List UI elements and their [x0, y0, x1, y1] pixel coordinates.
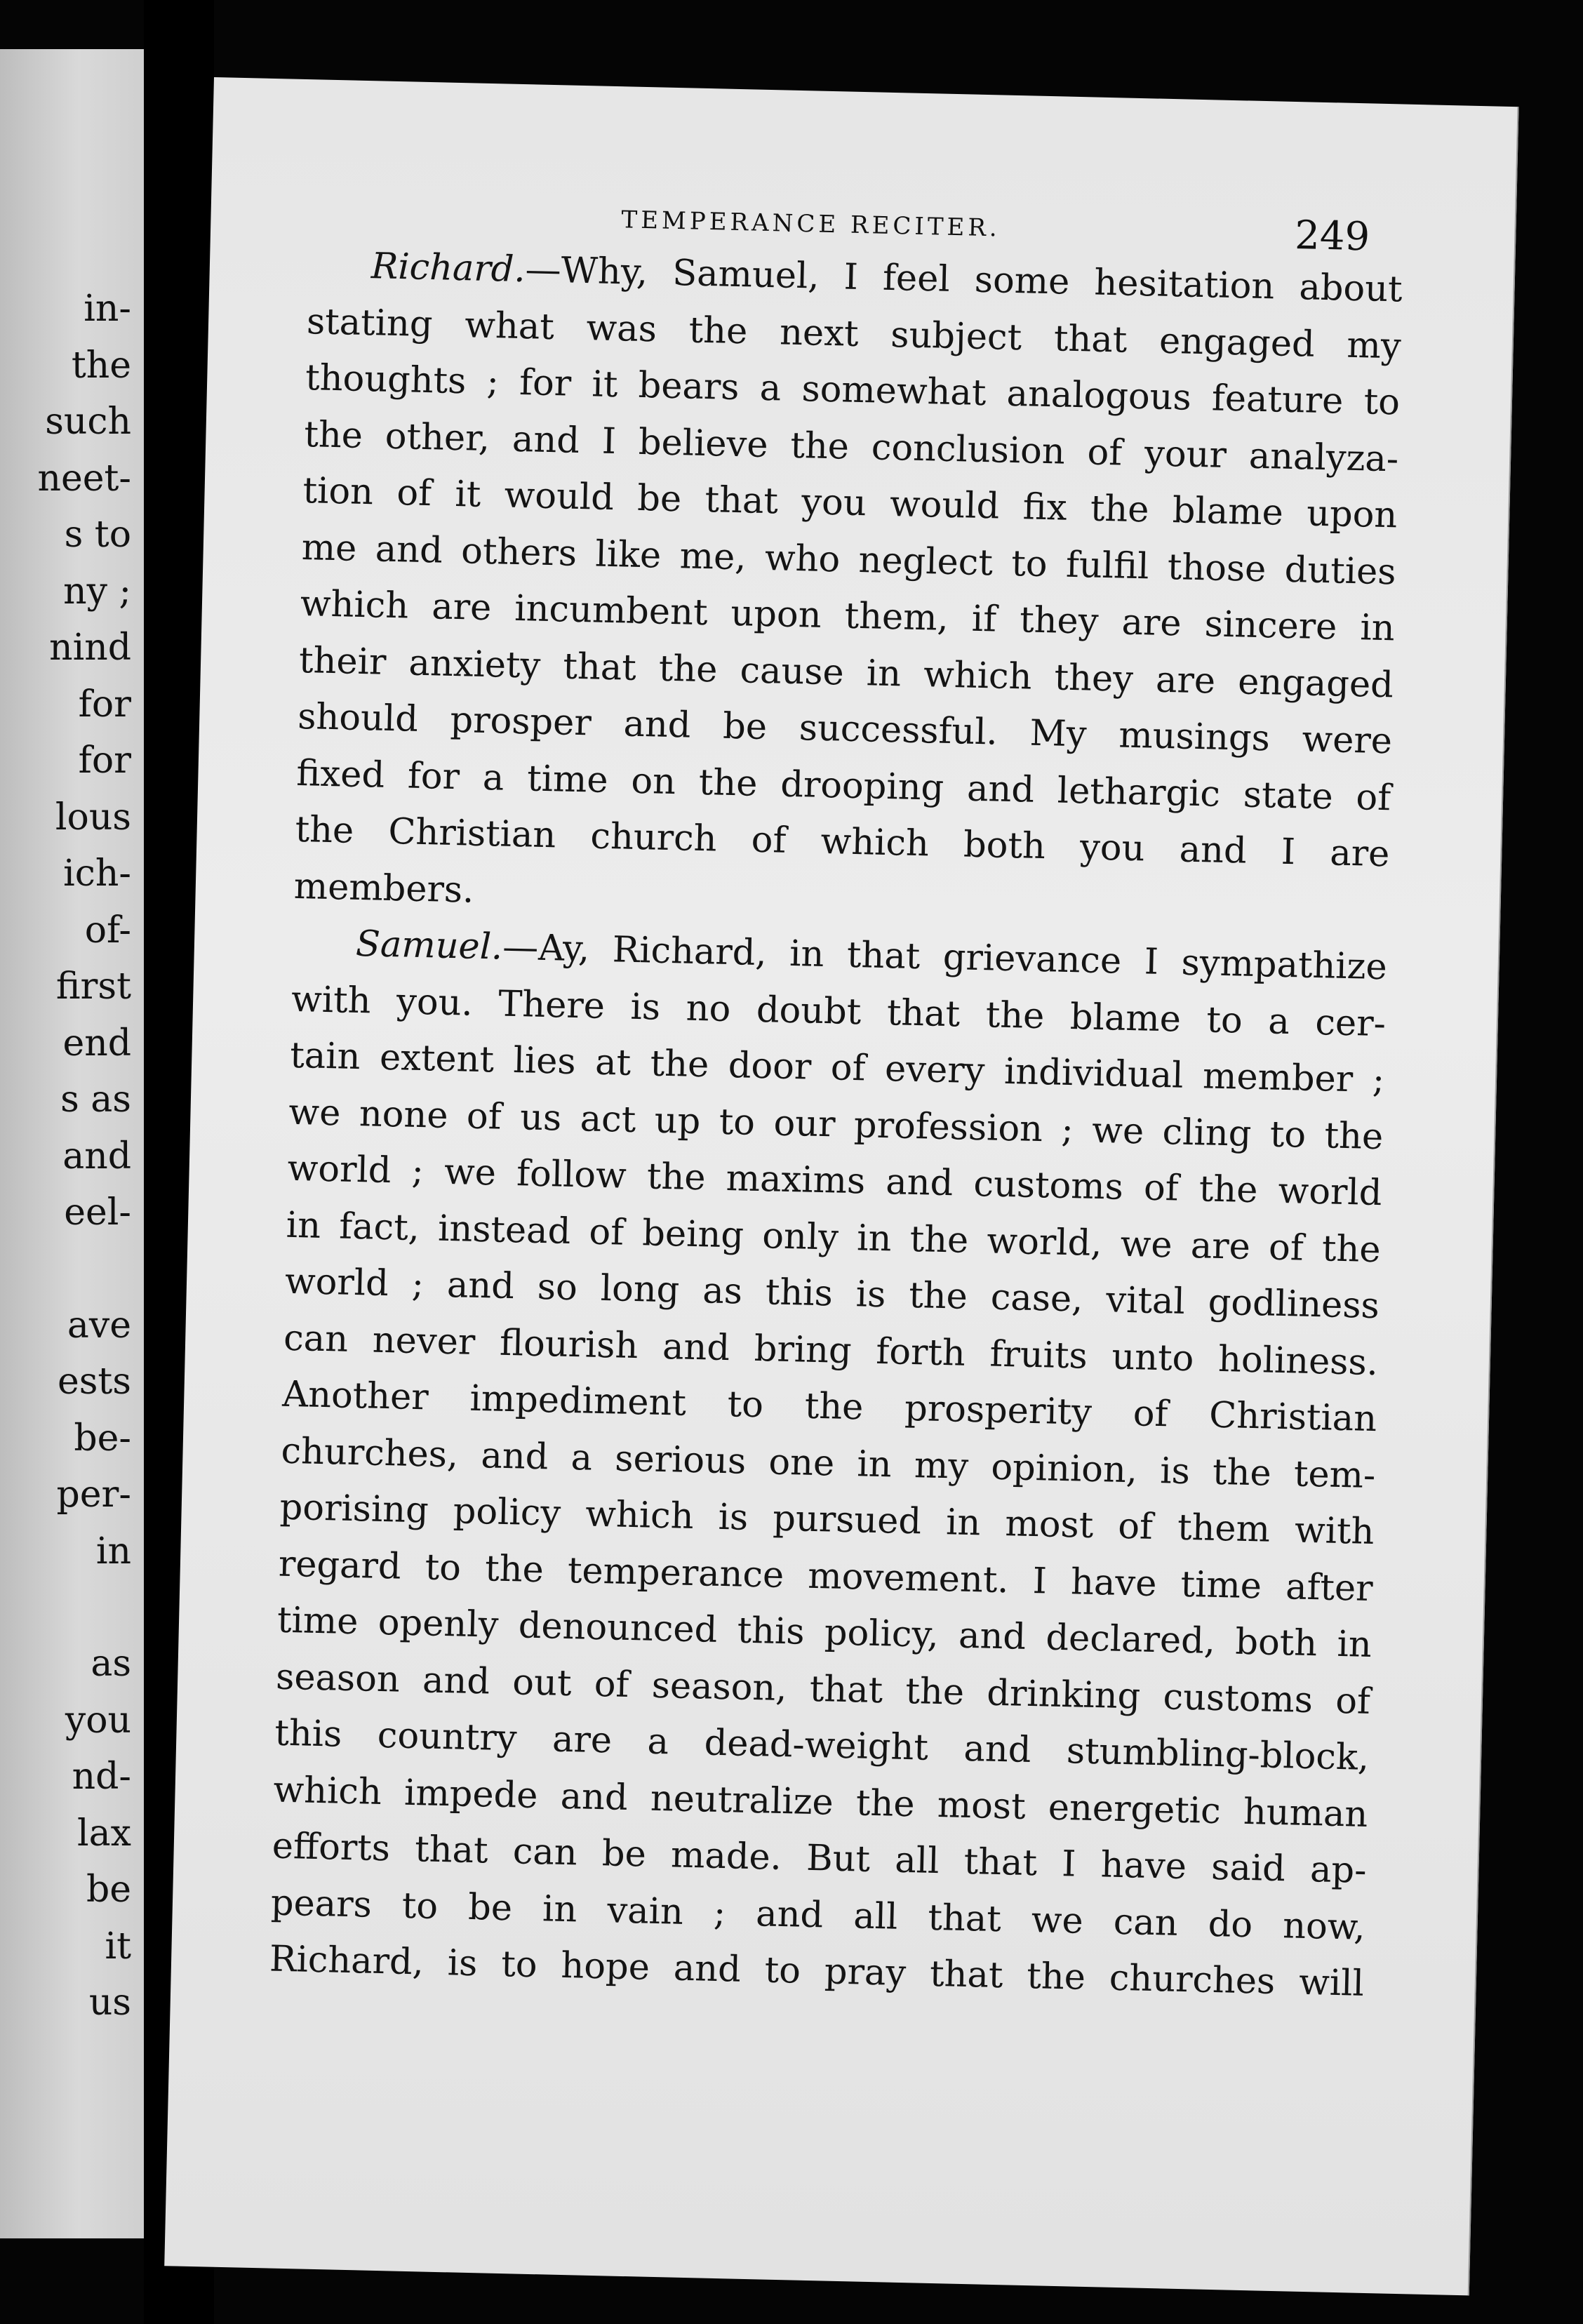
line-ending: nd-	[72, 1756, 131, 1798]
page-body	[269, 237, 1403, 2012]
line-ending: in	[95, 1530, 131, 1572]
line-ending: lax	[77, 1812, 131, 1855]
text-line: Samuel.—Ay, Richard, in that grievance I sympathize	[355, 923, 1388, 989]
line-ending: ave	[67, 1304, 131, 1347]
line-ending: of-	[84, 909, 131, 951]
running-head: TEMPERANCE RECITER.	[621, 206, 1001, 243]
text-line: we none of us act up to our profession ; we cling to the	[288, 1091, 1384, 1158]
text-line: which are incumbent upon them, if they are sincere in	[300, 582, 1396, 650]
text-line: fixed for a time on the drooping and lethargic state of	[295, 752, 1391, 819]
line-ending: such	[45, 401, 131, 443]
paragraph-samuel	[269, 915, 1387, 2012]
line-ending: ny ;	[63, 570, 131, 613]
text-line: should prosper and be successful. My musings were	[297, 695, 1393, 763]
text-line: which impede and neutralize the most energetic human	[272, 1769, 1368, 1836]
previous-page-line-endings	[37, 281, 131, 2031]
text-line: this country are a dead-weight and stumbling-block,	[274, 1712, 1370, 1779]
text-line: thoughts ; for it bears a somewhat analogous feature to	[305, 357, 1401, 424]
line-ending: the	[71, 344, 131, 387]
text-line: Another impediment to the prosperity of Christian	[281, 1373, 1377, 1441]
line-ending: s as	[60, 1078, 131, 1121]
line-ending: ests	[57, 1361, 131, 1403]
line-ending: for	[78, 740, 131, 782]
line-ending: nind	[49, 627, 131, 669]
line-ending: s to	[64, 514, 131, 556]
text-line: porising policy which is pursued in most of them with	[279, 1486, 1375, 1554]
speaker-name: Richard.	[370, 246, 526, 291]
text-line: me and others like me, who neglect to fulfil those duties	[301, 526, 1397, 593]
previous-page-fragment	[0, 49, 144, 2238]
text-line: pears to be in vain ; and all that we can do now,	[270, 1882, 1366, 1949]
text-line: members.	[293, 865, 474, 911]
text-line: their anxiety that the cause in which they are engaged	[298, 639, 1394, 706]
text-line: tain extent lies at the door of every individual member ;	[289, 1034, 1385, 1102]
speaker-name: Samuel.	[355, 923, 503, 968]
line-ending: per-	[56, 1474, 131, 1516]
text-line: tion of it would be that you would fix the blame upon	[302, 470, 1398, 537]
text-line: the other, and I believe the conclusion of your analyza-	[303, 413, 1399, 480]
line-ending: lous	[55, 796, 131, 839]
line-ending: ich-	[63, 853, 131, 895]
line-ending: it	[105, 1925, 131, 1968]
line-ending: first	[55, 966, 131, 1008]
text-line: world ; and so long as this is the case, vital godliness	[284, 1260, 1380, 1328]
page-edge	[1468, 107, 1519, 2295]
text-line: can never flourish and bring forth fruits unto holiness.	[283, 1317, 1379, 1384]
line-ending: and	[62, 1135, 131, 1177]
page-number: 249	[1294, 213, 1370, 260]
text-line: stating what was the next subject that engaged my	[306, 300, 1402, 367]
line-ending: neet-	[37, 457, 131, 500]
text-line: the Christian church of which both you and I are	[295, 808, 1390, 876]
line-ending: in-	[84, 288, 131, 330]
text-line: season and out of season, that the drinking customs of	[275, 1656, 1371, 1723]
line-ending: as	[91, 1643, 131, 1685]
text-line: regard to the temperance movement. I have time after	[278, 1543, 1374, 1610]
text-line: time openly denounced this policy, and declared, both in	[276, 1599, 1372, 1666]
text-line: world ; we follow the maxims and customs of the world	[287, 1147, 1383, 1215]
line-ending: us	[88, 1982, 131, 2024]
book-page	[164, 77, 1518, 2295]
text-line: churches, and a serious one in my opinion, is the tem-	[280, 1430, 1376, 1497]
line-ending: be-	[74, 1417, 131, 1460]
line-ending: end	[62, 1022, 131, 1064]
text-line: Richard, is to hope and to pray that the churches will	[269, 1938, 1365, 2005]
line-ending: be	[86, 1869, 131, 1911]
text-line: efforts that can be made. But all that I have said ap-	[272, 1825, 1368, 1892]
text-line: with you. There is no doubt that the blame to a cer-	[290, 978, 1387, 1045]
line-ending: eel-	[64, 1191, 131, 1234]
line-ending: you	[65, 1699, 131, 1742]
paragraph-richard	[293, 237, 1403, 940]
line-ending: for	[78, 683, 131, 726]
text-line: Richard.—Why, Samuel, I feel some hesitation about	[370, 246, 1403, 311]
text-line: in fact, instead of being only in the world, we are of the	[286, 1204, 1382, 1271]
